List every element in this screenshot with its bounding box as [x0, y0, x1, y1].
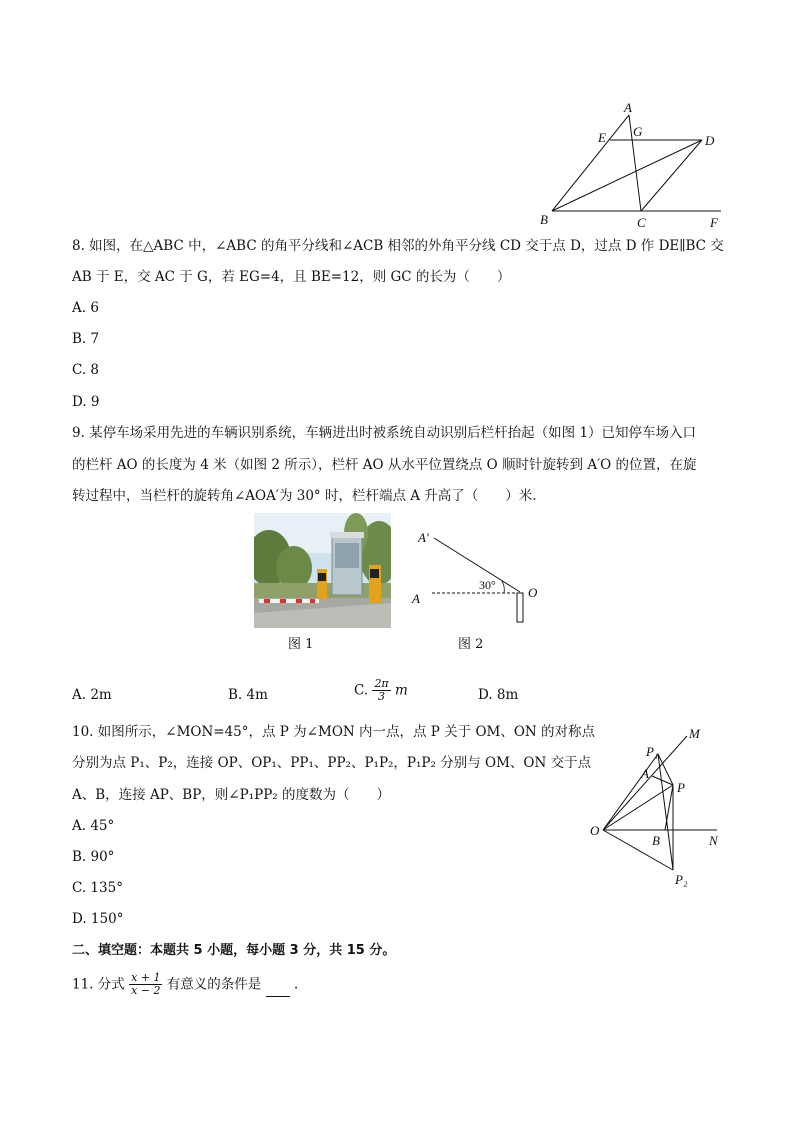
q8-option-a: A. 6	[72, 300, 99, 316]
q9-label-angle: 30°	[479, 578, 496, 592]
q8-option-b: B. 7	[72, 331, 100, 347]
q9-label-a-prime: A′	[418, 530, 429, 545]
q9-stem-line2: 的栏杆 AO 的长度为 4 米（如图 2 所示），栏杆 AO 从水平位置绕点 O 顺时针旋转到 A′O 的位置，在旋	[72, 457, 697, 473]
q8-label-b: B	[540, 212, 548, 227]
q8-figure	[530, 100, 730, 235]
q11-prefix: 11. 分式	[72, 976, 125, 993]
q9-option-d: D. 8m	[478, 687, 519, 703]
q8-label-e: E	[598, 130, 606, 145]
q8-label-g: G	[633, 124, 643, 139]
section2-heading: 二、填空题：本题共 5 小题，每小题 3 分，共 15 分。	[72, 943, 396, 958]
q9-option-c	[354, 678, 408, 710]
q11-answer-blank[interactable]	[266, 982, 290, 997]
q9-option-b: B. 4m	[228, 687, 268, 703]
q9-option-c-fraction	[372, 678, 390, 703]
q9-option-a: A. 2m	[72, 687, 112, 703]
q10-option-d: D. 150°	[72, 911, 124, 927]
q8-stem-line2: AB 于 E，交 AC 于 G，若 EG=4，且 BE=12，则 GC 的长为（ ）	[72, 269, 511, 285]
q10-stem-line3: A、B，连接 AP、BP，则∠P₁PP₂ 的度数为（ ）	[72, 787, 390, 803]
q8-option-c: C. 8	[72, 362, 100, 378]
q9-option-c-numerator: 2π	[374, 677, 389, 690]
figure2-caption: 图 2	[458, 637, 484, 652]
q9-figure2	[410, 526, 560, 626]
q9-option-c-unit: m	[394, 682, 408, 699]
q8-option-d: D. 9	[72, 394, 100, 410]
q9-option-c-denominator: 3	[378, 690, 386, 703]
q10-label-p2: P₂	[675, 872, 688, 887]
q8-label-d: D	[705, 133, 715, 148]
q8-stem-line1: 8. 如图，在△ABC 中，∠ABC 的角平分线和∠ACB 相邻的外角平分线 CD 交于点 D，过点 D 作 DE∥BC 交	[72, 238, 724, 254]
q11-stem	[72, 972, 298, 1006]
q9-label-o: O	[528, 585, 538, 600]
q8-label-c: C	[637, 215, 646, 230]
q9-stem-line1: 9. 某停车场采用先进的车辆识别系统，车辆进出时被系统自动识别后栏杆抬起（如图 1）已知停车场入口	[72, 425, 697, 441]
q10-label-m: M	[689, 726, 700, 741]
q10-label-p1: P₁	[646, 744, 659, 759]
q11-suffix: 有意义的条件是	[166, 976, 262, 993]
q10-label-n: N	[709, 833, 718, 848]
q9-label-a: A	[412, 591, 420, 606]
q10-stem-line1: 10. 如图所示，∠MON=45°，点 P 为∠MON 内一点，点 P 关于 OM、ON 的对称点	[72, 724, 596, 740]
q10-option-b: B. 90°	[72, 849, 115, 865]
parking-gate-photo	[254, 513, 391, 628]
q10-stem-line2: 分别为点 P₁、P₂，连接 OP、OP₁、PP₁、PP₂、P₁P₂，P₁P₂ 分别与 OM、ON 交于点	[72, 755, 592, 771]
q10-option-a: A. 45°	[72, 818, 115, 834]
q10-label-b: B	[652, 833, 660, 848]
figure1-caption: 图 1	[288, 637, 314, 652]
q10-label-p: P	[677, 780, 685, 795]
q10-option-c: C. 135°	[72, 880, 123, 896]
q9-stem-line3: 转过程中，当栏杆的旋转角∠AOA′为 30° 时，栏杆端点 A 升高了（ ）米.	[72, 488, 537, 504]
q10-figure	[585, 722, 735, 892]
q8-label-a: A	[624, 100, 632, 115]
q10-label-a: A	[641, 766, 649, 781]
q11-numerator: x + 1	[131, 971, 161, 984]
q11-fraction	[129, 972, 162, 997]
q11-end: .	[293, 976, 299, 993]
q10-label-o: O	[590, 823, 600, 838]
q11-denominator: x − 2	[131, 984, 161, 997]
q8-label-f: F	[710, 215, 718, 230]
q9-option-c-prefix: C.	[354, 682, 369, 699]
